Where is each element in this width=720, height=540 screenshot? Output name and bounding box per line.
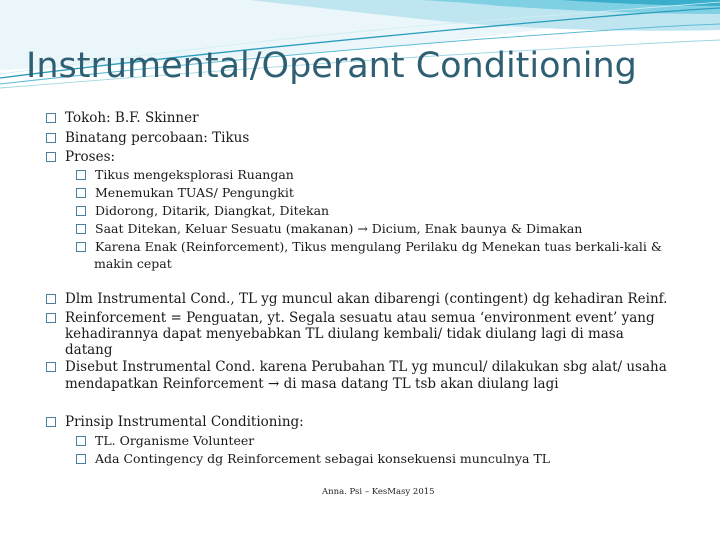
square-bullet-icon (76, 436, 86, 446)
bullet-disebut: Disebut Instrumental Cond. karena Perubahan TL yg muncul/ dilakukan sbg alat/ usaha (46, 359, 667, 376)
bullet-binatang: Binatang percobaan: Tikus (46, 130, 249, 147)
reinforcement-line-2: kehadirannya dapat menyebabkan TL diulang kembali/ tidak diulang lagi di masa (65, 326, 624, 342)
slide-footer: Anna. Psi – KesMasy 2015 (322, 487, 435, 497)
reinforcement-line-3: datang (65, 342, 113, 358)
square-bullet-icon (46, 152, 56, 162)
prinsip-item-2: Ada Contingency dg Reinforcement sebagai konsekuensi munculnya TL (76, 450, 550, 468)
slide-title: Instrumental/Operant Conditioning (26, 46, 637, 86)
square-bullet-icon (46, 313, 56, 323)
bullet-prinsip: Prinsip Instrumental Conditioning: (46, 414, 304, 431)
proses-step-5: Karena Enak (Reinforcement), Tikus mengulang Perilaku dg Menekan tuas berkali-kali & (76, 238, 662, 256)
square-bullet-icon (76, 170, 86, 180)
square-bullet-icon (46, 133, 56, 143)
bullet-proses: Proses: (46, 149, 115, 166)
proses-step-5-continued: makin cepat (94, 256, 172, 271)
square-bullet-icon (46, 113, 56, 123)
square-bullet-icon (76, 454, 86, 464)
square-bullet-icon (76, 224, 86, 234)
square-bullet-icon (46, 362, 56, 372)
square-bullet-icon (76, 206, 86, 216)
square-bullet-icon (46, 417, 56, 427)
bullet-dlm-instrumental: Dlm Instrumental Cond., TL yg muncul akan dibarengi (contingent) dg kehadiran Reinf. (46, 291, 667, 308)
disebut-line-2: mendapatkan Reinforcement → di masa datang TL tsb akan diulang lagi (65, 376, 559, 392)
bullet-reinforcement: Reinforcement = Penguatan, yt. Segala sesuatu atau semua ‘environment event’ yang (46, 310, 655, 327)
square-bullet-icon (76, 242, 86, 252)
bullet-tokoh: Tokoh: B.F. Skinner (46, 110, 199, 127)
proses-step-3: Didorong, Ditarik, Diangkat, Ditekan (76, 202, 329, 220)
proses-step-4: Saat Ditekan, Keluar Sesuatu (makanan) → Dicium, Enak baunya & Dimakan (76, 220, 582, 238)
proses-step-2: Menemukan TUAS/ Pengungkit (76, 184, 294, 202)
square-bullet-icon (76, 188, 86, 198)
prinsip-item-1: TL. Organisme Volunteer (76, 432, 254, 450)
square-bullet-icon (46, 294, 56, 304)
proses-step-1: Tikus mengeksplorasi Ruangan (76, 166, 294, 184)
